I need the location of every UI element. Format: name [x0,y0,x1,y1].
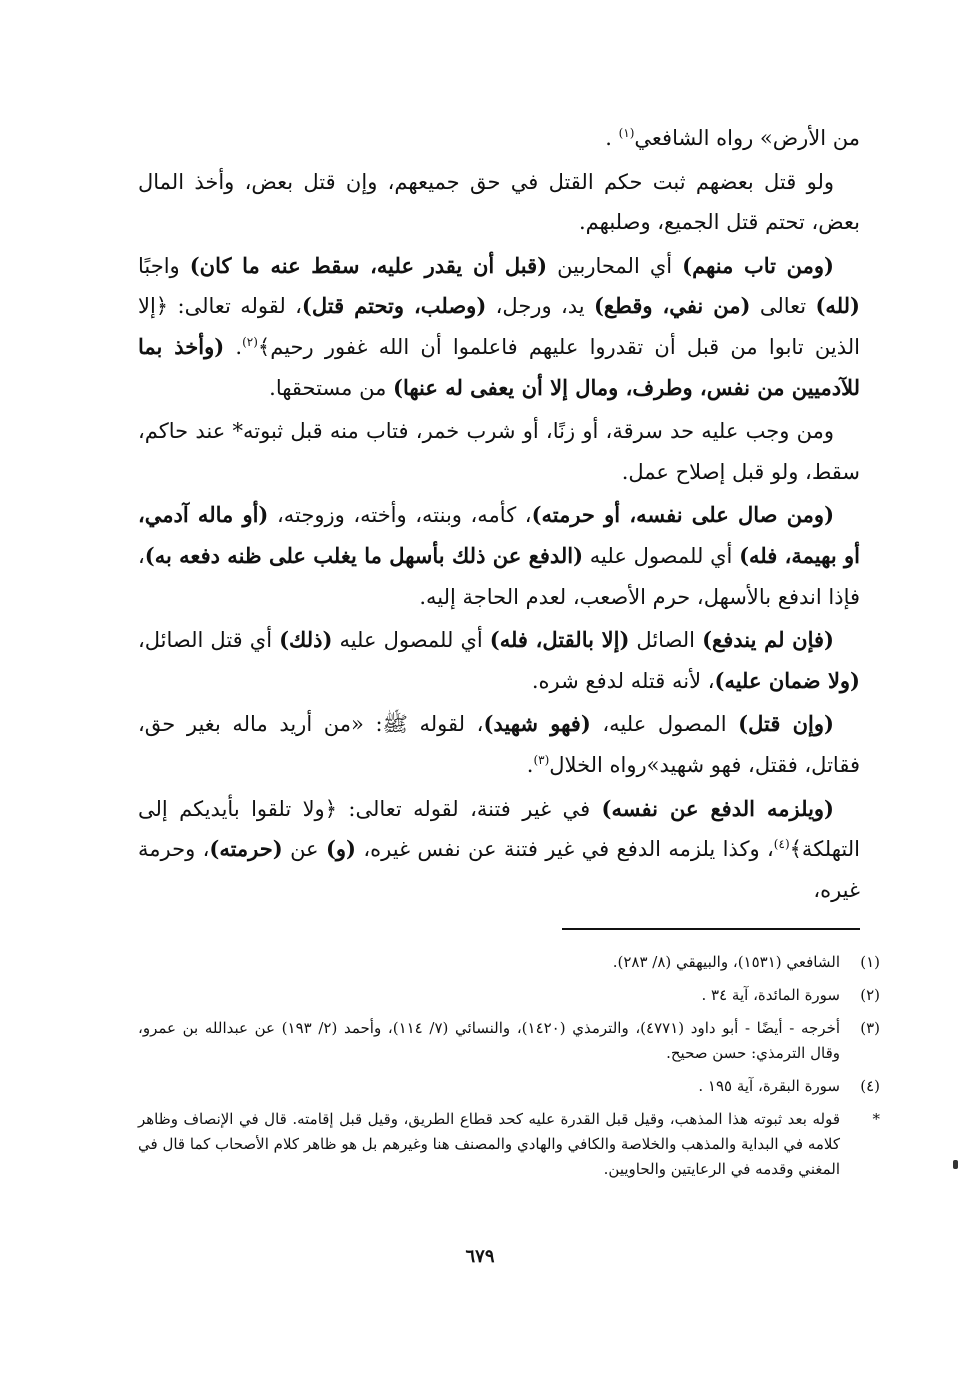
footnote-number: (٢) [860,986,880,1004]
text-run: أي للمصول عليه [583,543,740,568]
footnote-ref: (٢) [242,334,258,349]
footnote-text: سورة البقرة، آية ١٩٥ . [698,1077,840,1095]
page-number: ٦٧٩ [465,1246,495,1267]
footnote-number: (١) [860,953,880,971]
footnote [138,1074,880,1099]
bold-text: (ويلزمه الدفع عن نفسه) [601,795,834,821]
footnote-separator [562,928,860,930]
text-run: أي قتل الصائل، [138,628,280,653]
paragraph [138,789,860,911]
text-run: ومن وجب عليه حد سرقة، أو زنًا، أو شرب خمر، فتاب منه قبل ثبوته* عند حاكم، سقط، ولو قبل إصلاح عمل. [138,419,860,484]
bold-text: (من نفي، وقطع) [594,293,751,319]
bold-text: (لله) [815,293,860,319]
text-run: في غير فتنة، لقوله تعالى: ﴿ولا تلقوا بأيديكم إلى التهلكة﴾ [138,796,860,862]
text-run: . [605,126,619,150]
footnote-text: أخرجه - أيضًا - أبو داود (٤٧٧١)، والترمذي (١٤٢٠)، والنسائي (٧/ ١١٤)، وأحمد (٢/ ١٩٣) عن عبدالله بن عمرو، وقال الترمذي: حسن صحيح. [138,1019,841,1062]
footnote-text: سورة المائدة، آية ٣٤ . [701,986,840,1004]
paragraph [138,411,860,492]
bold-text: (وصلب، وتحتم قتل) [301,293,487,319]
text-run: الصائل [629,628,703,653]
footnote [138,950,880,975]
paragraph [138,118,860,159]
text-run: من مستحقها. [269,375,394,400]
text-run: أي المحاربين [547,253,683,278]
text-run: . [224,334,243,359]
text-run: واجبًا [138,253,190,278]
footnote [138,1107,880,1182]
text-run: المصول عليه، [590,712,739,737]
footnote [138,1016,880,1066]
bold-text: (ولا ضمان عليه) [714,667,860,693]
footnote-ref: (٤) [773,837,790,852]
footnote-text: الشافعي (١٥٣١)، والبيهقي (٨/ ٢٨٣). [612,953,840,971]
bold-text: (أو ماله آدمي، أو بهيمة، فله) [138,502,860,568]
bold-text: (ومن تاب منهم) [682,252,834,278]
scan-mark [953,1160,958,1169]
text-run: ، وحرمة غيره، [138,837,860,902]
bold-text: (فهو شهيد) [483,711,591,737]
text-run: ، فإذا اندفع بالأسهل، حرم الأصعب، لعدم الحاجة إليه. [138,543,860,609]
footnote-number: * [872,1110,880,1128]
text-run: ، كأمه، وبنته، وأخته، وزوجته، [268,503,532,528]
footnote-ref: (١) [618,126,635,140]
bold-text: (و) [325,836,356,862]
footnote-ref: (٣) [533,752,550,767]
bold-text: (فإن لم يندفع) [702,627,834,653]
bold-text: (ذلك) [279,627,333,653]
text-run: عن [282,837,326,862]
bold-text: (وأخذ بما للآدميين من نفس، وطرف، ومال إلا أن يعفى له عنها) [138,333,860,400]
text-run: أي للمصول عليه [332,628,490,653]
bold-text: (إلا بالقتل، فله) [489,627,630,653]
text-run: تعالى [750,294,816,319]
bold-text: (ومن صال على نفسه، أو حرمته) [531,502,835,528]
text-run: ، لأنه قتله لدفع شره. [531,668,715,693]
bold-text: (قبل أن يقدر عليه، سقط عنه ما كان) [189,252,548,278]
bold-text: (وإن قتل) [738,711,834,737]
bold-text: (الدفع عن ذلك بأسهل ما يغلب على ظنه دفعه به) [144,542,584,568]
paragraph [138,246,860,408]
text-run: ، وكذا يلزمه الدفع في غير فتنة عن نفس غيره، [355,837,774,862]
text-run: . [526,752,534,777]
text-run: ، لقوله ﷺ: «من أريد ماله بغير حق، فقاتل، فقتل، فهو شهيد»رواه الخلال [138,712,860,777]
footnote [138,983,880,1008]
text-run: ولو قتل بعضهم ثبت حكم القتل في حق جميعهم، وإن قتل بعض، وأخذ المال بعض، تحتم قتل الجميع، وصلبهم. [138,169,860,235]
text-run: يد، ورجل، [486,294,594,319]
footnotes [138,950,880,1190]
footnote-number: (٣) [860,1019,880,1037]
main-text [138,118,860,913]
footnote-text: قوله بعد ثبوته هذا المذهب، وقيل قبل القدرة عليه كحد قطاع الطريق، وقيل قبل إقامته. قال في الإنصاف وظاهر كلامه في البداية والمذهب والخلاصة والكافي والهادي والمصنف هنا وغيرهم بل هو ظاهر كلام الأصحاب كما قال في المغني وقدمه في الرعايتين والحاويين. [138,1110,840,1178]
text-run: ، لقوله تعالى: ﴿إلا الذين تابوا من قبل أن تقدروا عليهم فاعلموا أن الله غفور رحيم﴾ [138,294,860,359]
paragraph [138,495,860,617]
paragraph [138,162,860,243]
paragraph [138,620,860,701]
paragraph [138,704,860,785]
bold-text: (حرمته) [209,836,283,862]
footnote-number: (٤) [860,1077,880,1095]
text-run: من الأرض» رواه الشافعي [634,126,860,150]
